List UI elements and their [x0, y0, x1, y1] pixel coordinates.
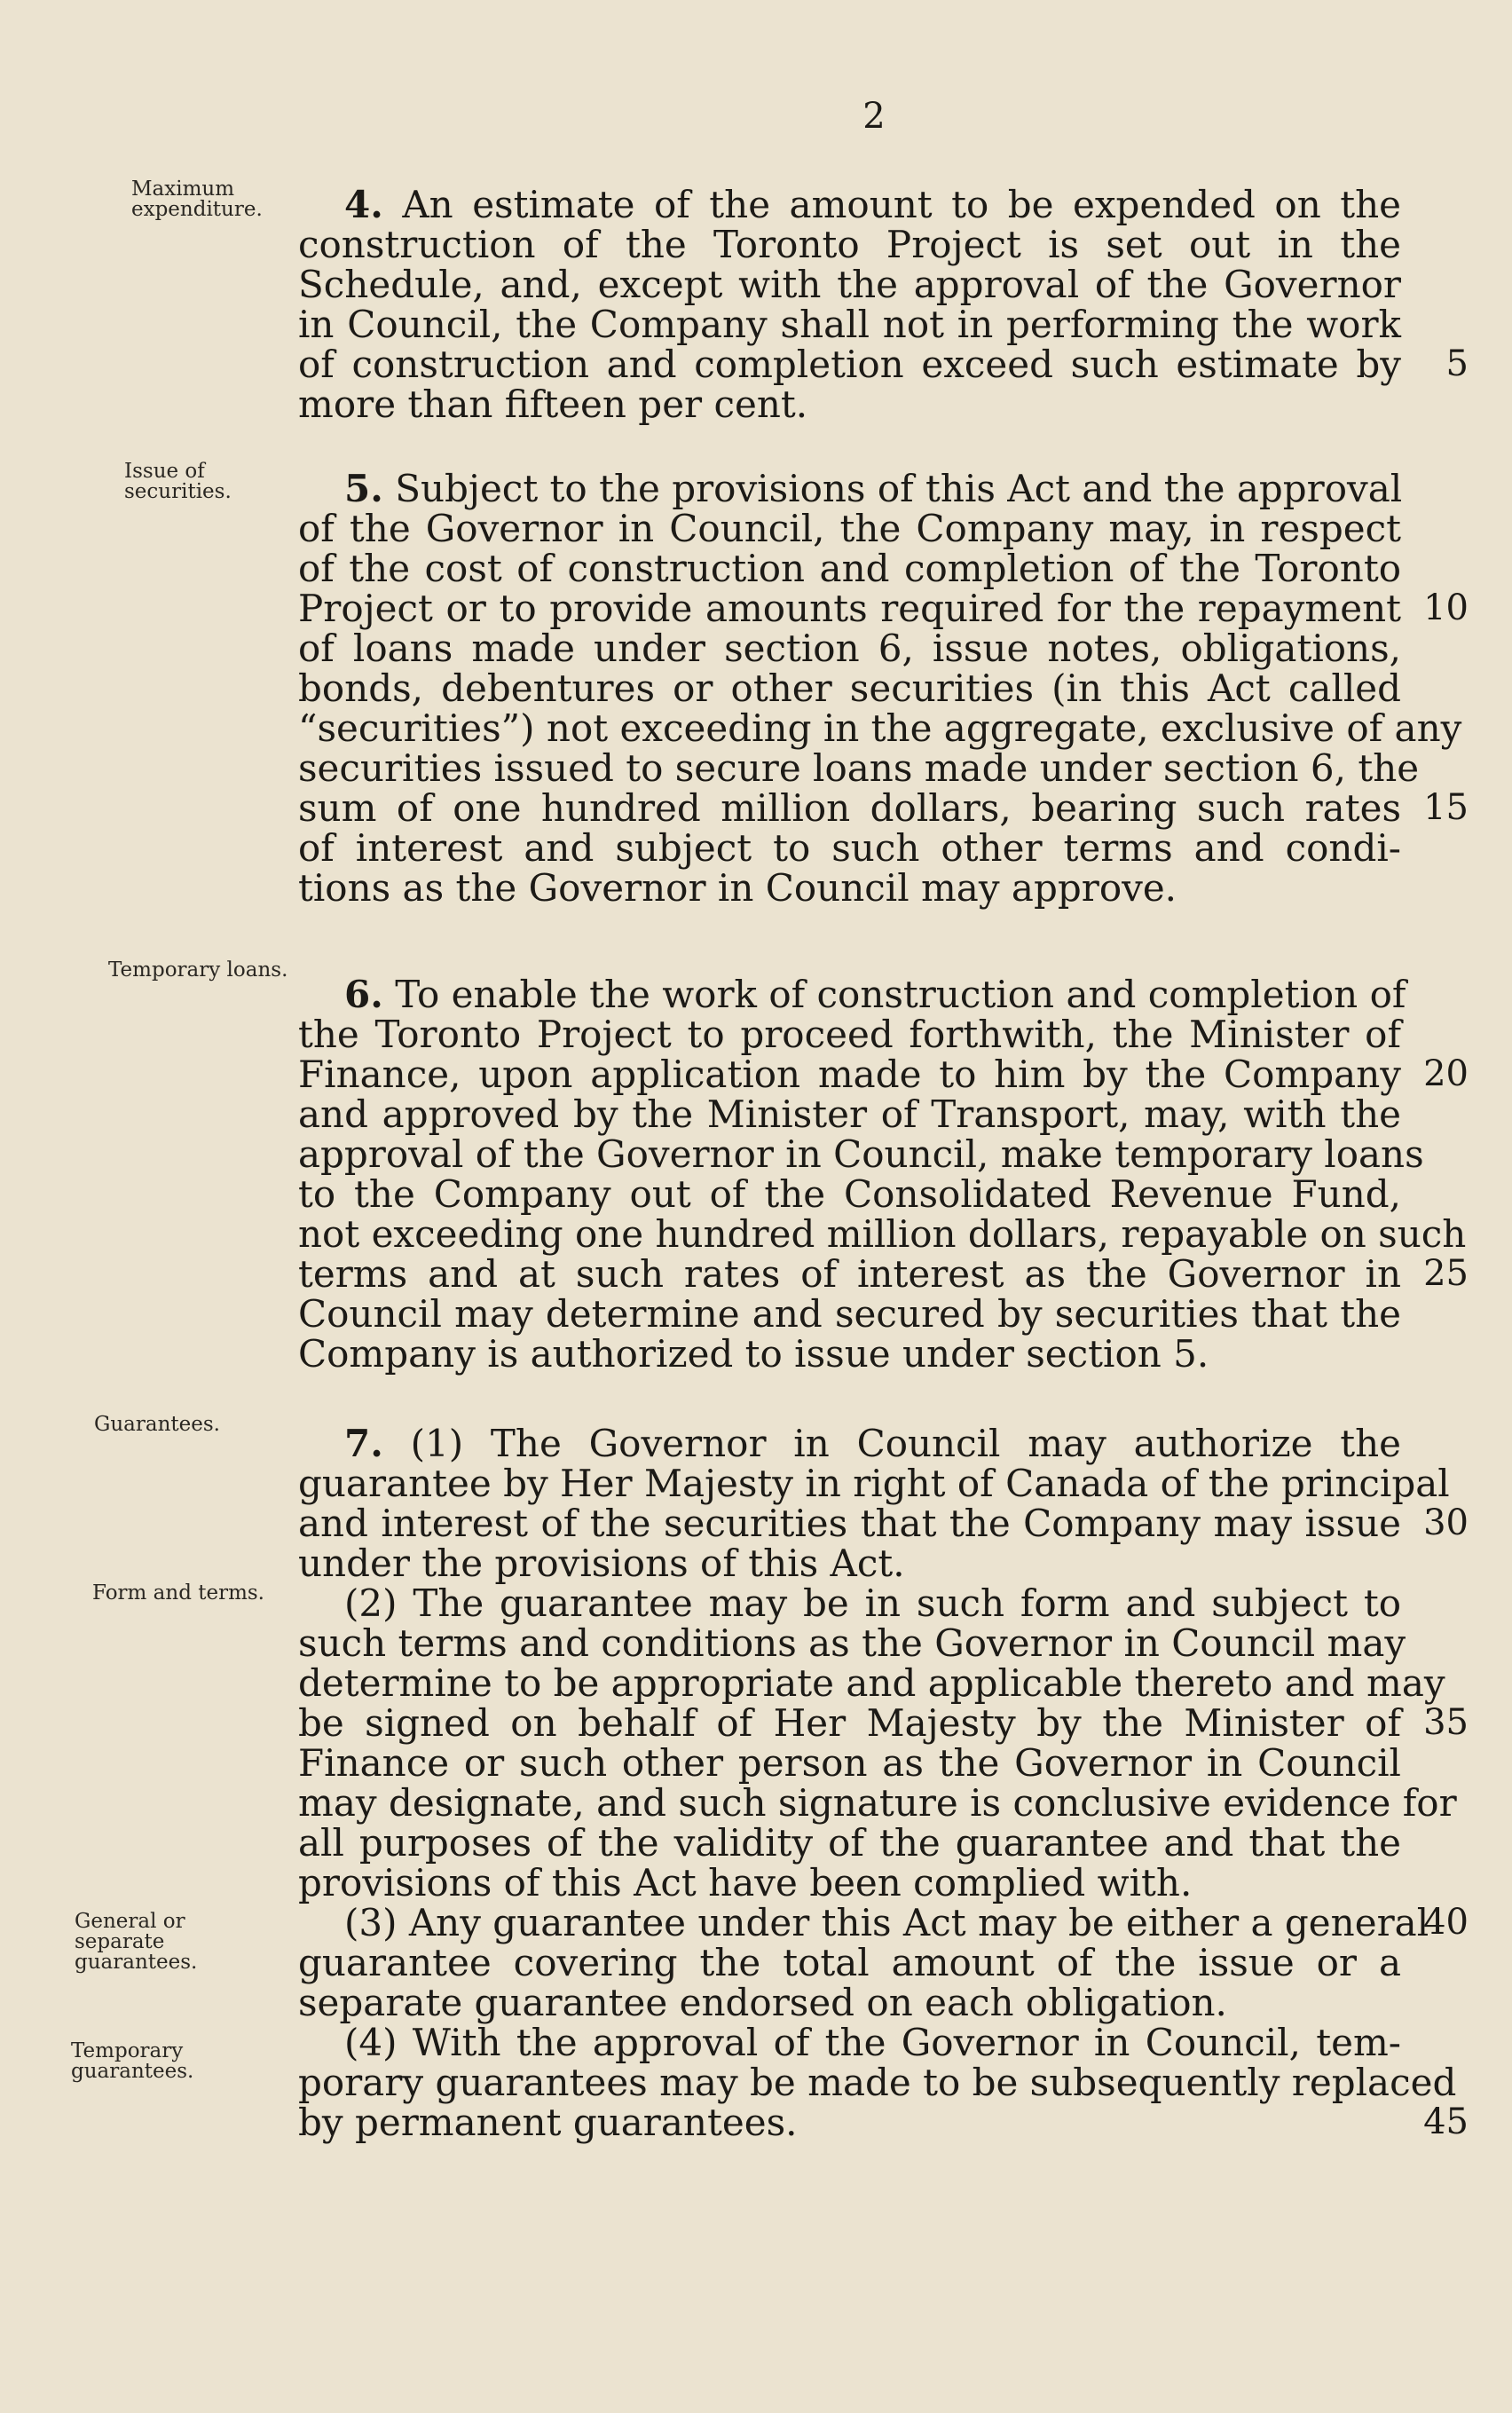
- text-line: under the provisions of this Act.: [298, 1542, 905, 1585]
- section-6: [298, 973, 1469, 1376]
- text-line: porary guarantees may be made to be subsequently replaced: [298, 2061, 1457, 2104]
- page-number: 2: [862, 96, 886, 137]
- line-number: 35: [1423, 1702, 1469, 1743]
- text-line: Project or to provide amounts required for the repayment 10: [298, 587, 1469, 630]
- text-line: Company is authorized to issue under section 5.: [298, 1332, 1209, 1376]
- text-line: the Toronto Project to proceed forthwith, the Minister of: [298, 1013, 1401, 1056]
- text-line: 7. (1) The Governor in Council may authorize the: [344, 1422, 1401, 1465]
- line-number: 10: [1423, 587, 1469, 628]
- text-line: Schedule, and, except with the approval of the Governor: [298, 263, 1401, 306]
- section-5: [298, 467, 1469, 910]
- line-number: 45: [1423, 2102, 1469, 2142]
- text-line: of interest and subject to such other terms and condi-: [298, 826, 1401, 870]
- text-line: tions as the Governor in Council may approve.: [298, 866, 1177, 910]
- text-line: be signed on behalf of Her Majesty by the Minister of 35: [298, 1701, 1469, 1745]
- text-line: in Council, the Company shall not in performing the work: [298, 303, 1401, 346]
- text-line: and interest of the securities that the Company may issue 30: [298, 1502, 1469, 1545]
- text-line: Finance, upon application made to him by the Company 20: [298, 1053, 1469, 1096]
- text-line: all purposes of the validity of the guarantee and that the: [298, 1821, 1401, 1865]
- margin-note-general-or-separate-guarantees: General or separate guarantees.: [75, 1910, 198, 1974]
- line-number: 30: [1423, 1502, 1469, 1543]
- text-line: by permanent guarantees. 45: [298, 2101, 1469, 2144]
- text-line: 5. Subject to the provisions of this Act and the approval: [344, 467, 1403, 510]
- text-line: of loans made under section 6, issue notes, obligations,: [298, 627, 1401, 670]
- margin-note-maximum-expenditure: Maximum expenditure.: [131, 177, 263, 221]
- section-number: 7.: [344, 1422, 383, 1465]
- line-number: 20: [1423, 1053, 1469, 1094]
- text-line: approval of the Governor in Council, make temporary loans: [298, 1132, 1424, 1176]
- text-line: determine to be appropriate and applicable thereto and may: [298, 1661, 1445, 1705]
- margin-note-temporary-loans: Temporary loans.: [108, 958, 288, 982]
- text-line: (4) With the approval of the Governor in Council, tem-: [344, 2021, 1401, 2064]
- text-line: terms and at such rates of interest as the Governor in 25: [298, 1252, 1469, 1296]
- text-line: such terms and conditions as the Governor in Council may: [298, 1621, 1406, 1665]
- text-line: provisions of this Act have been complied with.: [298, 1861, 1193, 1904]
- text-line: Finance or such other person as the Governor in Council: [298, 1741, 1401, 1785]
- text-line: 4. An estimate of the amount to be expended on the: [344, 183, 1401, 226]
- section-7: [298, 1422, 1469, 2144]
- section-number: 6.: [344, 973, 383, 1016]
- text-line: 6. To enable the work of construction and completion of: [344, 973, 1406, 1016]
- section-4: [298, 183, 1469, 426]
- line-number: 40: [1423, 1902, 1469, 1943]
- margin-note-form-and-terms: Form and terms.: [92, 1581, 264, 1605]
- text-line: construction of the Toronto Project is set out in the: [298, 223, 1401, 266]
- section-number: 5.: [344, 467, 383, 510]
- margin-note-guarantees: Guarantees.: [94, 1413, 220, 1436]
- text-line: (3) Any guarantee under this Act may be either a general 40: [344, 1901, 1469, 1944]
- margin-note-issue-of-securities: Issue of securities.: [124, 460, 232, 503]
- text-line: securities issued to secure loans made under section 6, the: [298, 746, 1420, 790]
- text-line: and approved by the Minister of Transport, may, with the: [298, 1092, 1401, 1136]
- text-line: sum of one hundred million dollars, bearing such rates 15: [298, 786, 1469, 830]
- text-line: Council may determine and secured by securities that the: [298, 1292, 1401, 1336]
- text-line: to the Company out of the Consolidated Revenue Fund,: [298, 1172, 1401, 1216]
- text-line: of the cost of construction and completion of the Toronto: [298, 547, 1401, 590]
- text-line: (2) The guarantee may be in such form and subject to: [344, 1581, 1401, 1625]
- line-number: 25: [1423, 1253, 1469, 1294]
- text-line: may designate, and such signature is conclusive evidence for: [298, 1781, 1457, 1825]
- text-line: guarantee covering the total amount of the issue or a: [298, 1941, 1401, 1984]
- text-line: guarantee by Her Majesty in right of Canada of the principal: [298, 1462, 1450, 1505]
- line-number: 15: [1423, 787, 1469, 828]
- text-line: not exceeding one hundred million dollars, repayable on such: [298, 1212, 1467, 1256]
- section-number: 4.: [344, 183, 383, 226]
- text-line: “securities”) not exceeding in the aggregate, exclusive of any: [298, 706, 1462, 750]
- line-number: 5: [1445, 343, 1469, 384]
- text-line: more than fifteen per cent.: [298, 382, 808, 426]
- text-line: separate guarantee endorsed on each obligation.: [298, 1981, 1227, 2024]
- text-line: of construction and completion exceed such estimate by 5: [298, 343, 1469, 386]
- text-line: of the Governor in Council, the Company may, in respect: [298, 507, 1401, 550]
- margin-note-temporary-guarantees: Temporary guarantees.: [71, 2039, 194, 2083]
- text-line: bonds, debentures or other securities (in this Act called: [298, 666, 1401, 710]
